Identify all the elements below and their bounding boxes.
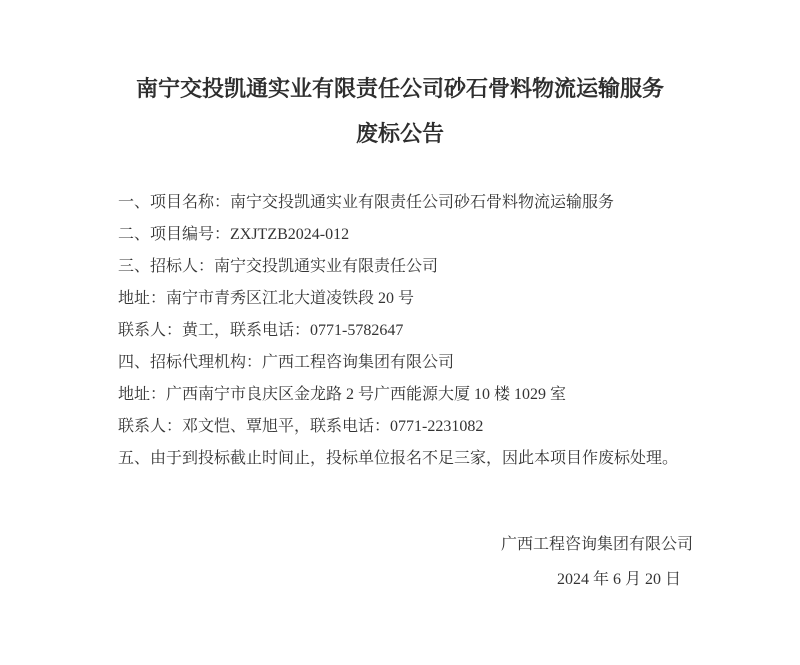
agency-address-line: 地址：广西南宁市良庆区金龙路 2 号广西能源大厦 10 楼 1029 室 xyxy=(118,386,567,403)
tenderer-address-line: 地址：南宁市青秀区江北大道凌铁段 20 号 xyxy=(118,290,415,307)
agency-line: 四、招标代理机构：广西工程咨询集团有限公司 xyxy=(118,354,455,371)
document-title-line2: 废标公告 xyxy=(355,121,444,146)
document-title xyxy=(0,66,800,156)
agency-contact-line: 联系人：邓文恺、覃旭平，联系电话：0771-2231082 xyxy=(118,418,484,435)
signature-company: 广西工程咨询集团有限公司 xyxy=(500,536,693,553)
project-number-line: 二、项目编号：ZXJTZB2024-012 xyxy=(118,226,350,243)
tenderer-contact-line: 联系人：黄工，联系电话：0771-5782647 xyxy=(118,322,404,339)
project-name-line: 一、项目名称：南宁交投凯通实业有限责任公司砂石骨料物流运输服务 xyxy=(118,194,615,211)
document-title-line1: 南宁交投凯通实业有限责任公司砂石骨料物流运输服务 xyxy=(135,76,664,101)
tenderer-line: 三、招标人：南宁交投凯通实业有限责任公司 xyxy=(118,258,439,275)
cancellation-reason-line: 五、由于到投标截止时间止，投标单位报名不足三家，因此本项目作废标处理。 xyxy=(118,450,679,467)
signature-block xyxy=(0,529,800,596)
signature-date: 2024 年 6 月 20 日 xyxy=(556,571,681,588)
document-body xyxy=(118,187,740,475)
